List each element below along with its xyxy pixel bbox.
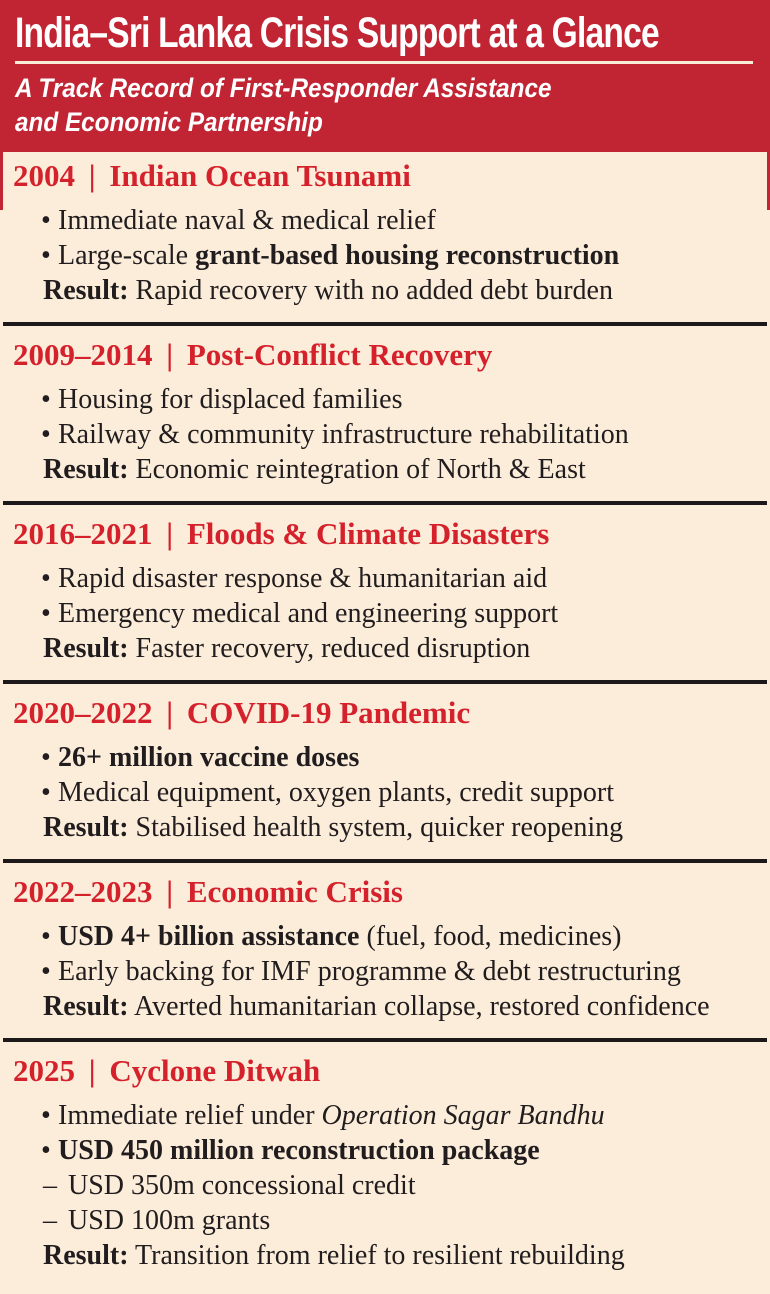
section-title: COVID-19 Pandemic [186,695,471,730]
detail-line [0,1133,770,1168]
section-heading [13,1052,770,1090]
section-title: Economic Crisis [186,874,403,909]
text-segment: USD 100m grants [68,1205,271,1236]
subtitle [15,71,682,139]
title-underline-rule [15,61,753,64]
bullet-marker: • [41,205,51,236]
heading-separator: | [81,158,104,193]
text-segment: Result: [43,454,129,485]
text-segment: 26+ million vaccine doses [58,742,360,773]
text-segment: Immediate naval & medical relief [58,205,436,236]
section-title: Cyclone Ditwah [109,1053,321,1088]
section-heading [13,157,770,195]
text-segment: Early backing for IMF programme & debt restructuring [58,956,681,987]
text-segment: Stabilised health system, quicker reopening [128,812,624,843]
subtitle-line-1: A Track Record of First-Responder Assistance [15,73,552,103]
text-segment: Immediate relief under [58,1100,322,1131]
detail-line [0,954,770,989]
section-period: 2009–2014 [13,337,153,372]
bullet-marker: • [41,777,51,808]
text-segment: Averted humanitarian collapse, restored confidence [128,991,710,1022]
timeline-sections [0,152,770,1282]
heading-separator: | [81,1053,104,1088]
section-title: Post-Conflict Recovery [186,337,493,372]
result-line [0,631,770,666]
heading-separator: | [158,695,181,730]
section-period: 2025 [13,1053,75,1088]
section-divider [3,1038,767,1042]
page-title: India–Sri Lanka Crisis Support at a Glance [15,9,659,57]
text-segment: Faster recovery, reduced disruption [128,633,531,664]
bullet-marker: • [41,742,51,773]
left-frame-remnant [0,152,3,210]
section-title: Floods & Climate Disasters [186,516,550,551]
text-segment: Large-scale [58,240,196,271]
section-divider [3,680,767,684]
detail-line [0,561,770,596]
timeline-section-2004 [0,152,770,317]
section-divider [3,322,767,326]
detail-line [0,1168,770,1203]
bullet-marker: • [41,384,51,415]
text-segment: Economic reintegration of North & East [128,454,586,485]
text-segment: Operation Sagar Bandhu [321,1100,605,1131]
text-segment: USD 350m concessional credit [68,1170,416,1201]
text-segment: Transition from relief to resilient rebuilding [128,1240,625,1271]
result-line [0,452,770,487]
section-period: 2016–2021 [13,516,153,551]
text-segment: Emergency medical and engineering support [58,598,559,629]
section-heading [13,694,770,732]
timeline-section-2025 [0,1047,770,1282]
text-segment: Result: [43,633,129,664]
detail-line [0,919,770,954]
result-line [0,989,770,1024]
text-segment: Result: [43,812,129,843]
section-divider [3,501,767,505]
detail-line [0,775,770,810]
section-period: 2004 [13,158,75,193]
bullet-marker: • [41,563,51,594]
section-divider [3,859,767,863]
result-line [0,273,770,308]
text-segment: USD 4+ billion assistance [58,921,360,952]
heading-separator: | [158,516,181,551]
dash-marker: – [43,1205,57,1236]
subtitle-line-2: and Economic Partnership [15,107,323,137]
section-heading [13,873,770,911]
detail-line [0,1203,770,1238]
text-segment: Result: [43,1240,129,1271]
text-segment: Rapid disaster response & humanitarian aid [58,563,548,594]
timeline-section-2009–2014 [0,331,770,496]
timeline-section-2016–2021 [0,510,770,675]
heading-separator: | [158,874,181,909]
masthead [0,0,770,152]
bullet-marker: • [41,1100,51,1131]
detail-line [0,238,770,273]
text-segment: Rapid recovery with no added debt burden [128,275,613,306]
text-segment: Result: [43,275,129,306]
timeline-section-2020–2022 [0,689,770,854]
text-segment: Railway & community infrastructure rehabilitation [58,419,629,450]
dash-marker: – [43,1170,57,1201]
detail-line [0,203,770,238]
bullet-marker: • [41,1135,51,1166]
section-period: 2020–2022 [13,695,153,730]
detail-line [0,1098,770,1133]
bullet-marker: • [41,921,51,952]
bullet-marker: • [41,240,51,271]
section-period: 2022–2023 [13,874,153,909]
text-segment: Housing for displaced families [58,384,403,415]
section-heading [13,336,770,374]
text-segment: Result: [43,991,129,1022]
bullet-marker: • [41,598,51,629]
text-segment: Medical equipment, oxygen plants, credit support [58,777,614,808]
text-segment: (fuel, food, medicines) [359,921,622,952]
text-segment: grant-based housing reconstruction [195,240,620,271]
detail-line [0,740,770,775]
result-line [0,810,770,845]
timeline-section-2022–2023 [0,868,770,1033]
text-segment: USD 450 million reconstruction package [58,1135,540,1166]
heading-separator: | [158,337,181,372]
bullet-marker: • [41,956,51,987]
detail-line [0,596,770,631]
result-line [0,1238,770,1273]
section-heading [13,515,770,553]
detail-line [0,417,770,452]
detail-line [0,382,770,417]
section-title: Indian Ocean Tsunami [109,158,411,193]
bullet-marker: • [41,419,51,450]
